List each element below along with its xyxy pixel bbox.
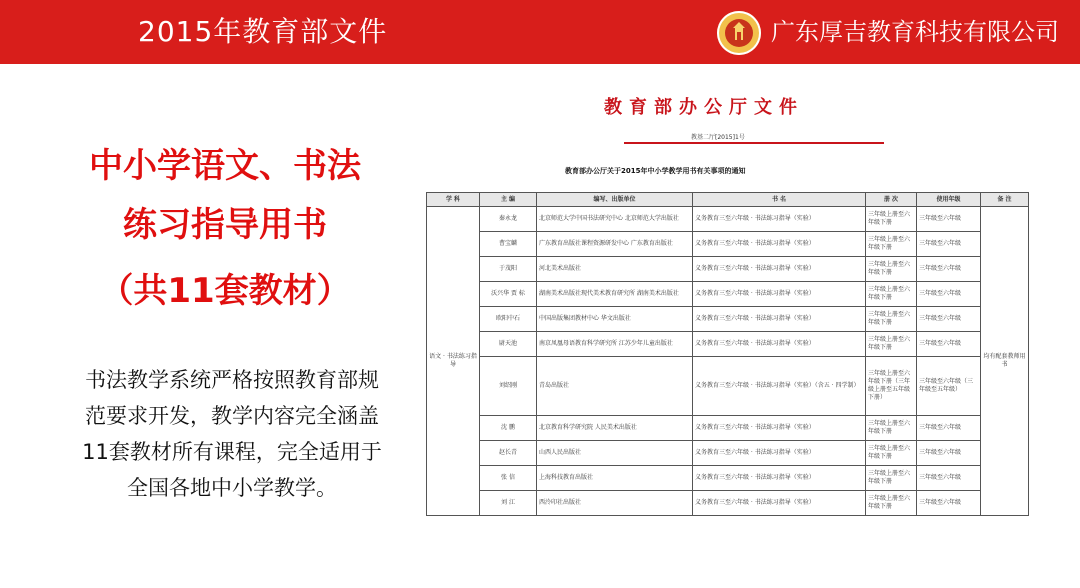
grade-cell: 三年级至六年级 <box>917 416 981 441</box>
table-row <box>427 257 1029 282</box>
editor-cell: 沈 鹏 <box>480 416 537 441</box>
grade-cell: 三年级至六年级 <box>917 232 981 257</box>
grade-cell: 三年级至六年级 <box>917 466 981 491</box>
company-name: 广东厚吉教育科技有限公司 <box>771 18 1059 46</box>
book-cell: 义务教育三至六年级 · 书法练习指导（实验） <box>693 491 866 516</box>
editor-cell: 刘 江 <box>480 491 537 516</box>
grade-cell: 三年级至六年级 <box>917 257 981 282</box>
grade-cell: 三年级至六年级 <box>917 282 981 307</box>
volume-cell: 三年级上册至六年级下册 <box>866 257 917 282</box>
publisher-cell: 广东教育出版社课程资源研发中心 广东教育出版社 <box>537 232 693 257</box>
volume-cell: 三年级上册至六年级下册 <box>866 466 917 491</box>
table-header-cell: 学 科 <box>427 193 480 207</box>
table-header-cell: 备 注 <box>981 193 1029 207</box>
editor-cell: 张 信 <box>480 466 537 491</box>
description-line: 11套教材所有课程，完全适用于 <box>82 440 382 464</box>
editor-cell: 沃兴华 贾 标 <box>480 282 537 307</box>
book-cell: 义务教育三至六年级 · 书法练习指导（实验） <box>693 441 866 466</box>
book-cell: 义务教育三至六年级 · 书法练习指导（实验） <box>693 307 866 332</box>
notice-title: 教育部办公厅关于2015年中小学教学用书有关事项的通知 <box>565 167 746 175</box>
document-title: 教育部办公厅文件 <box>604 97 804 118</box>
grade-cell: 三年级至六年级 <box>917 207 981 232</box>
table-row <box>427 416 1029 441</box>
headline-line-3: （共11套教材） <box>99 271 351 311</box>
description-line: 全国各地中小学教学。 <box>127 476 337 500</box>
editor-cell: 于茂阳 <box>480 257 537 282</box>
editor-cell: 欧阳中石 <box>480 307 537 332</box>
grade-cell: 三年级至六年级（三年级至五年级） <box>917 357 981 416</box>
publisher-cell: 湖南美术出版社现代美术教育研究所 湖南美术出版社 <box>537 282 693 307</box>
table-row <box>427 441 1029 466</box>
book-cell: 义务教育三至六年级 · 书法练习指导（实验） <box>693 332 866 357</box>
volume-cell: 三年级上册至六年级下册 <box>866 416 917 441</box>
table-header-cell: 主 编 <box>480 193 537 207</box>
publisher-cell: 河北美术出版社 <box>537 257 693 282</box>
description-line: 范要求开发，教学内容完全涵盖 <box>85 404 379 428</box>
description-line: 书法教学系统严格按照教育部规 <box>85 368 379 392</box>
grade-cell: 三年级至六年级 <box>917 491 981 516</box>
banner-title: 2015年教育部文件 <box>138 15 388 48</box>
book-cell: 义务教育三至六年级 · 书法练习指导（实验） <box>693 466 866 491</box>
volume-cell: 三年级上册至六年级下册 <box>866 441 917 466</box>
table-row <box>427 491 1029 516</box>
publisher-cell: 中国出版集团教材中心 华文出版社 <box>537 307 693 332</box>
document-number: 教基二厅[2015]1号 <box>691 134 745 141</box>
table-row <box>427 332 1029 357</box>
publisher-cell: 山西人民出版社 <box>537 441 693 466</box>
publisher-cell: 青岛出版社 <box>537 357 693 416</box>
editor-cell: 刘绍刚 <box>480 357 537 416</box>
table-row <box>427 207 1029 232</box>
book-cell: 义务教育三至六年级 · 书法练习指导（实验） <box>693 232 866 257</box>
grade-cell: 三年级至六年级 <box>917 307 981 332</box>
editor-cell: 赵长青 <box>480 441 537 466</box>
building-icon <box>730 20 748 44</box>
table-header-row <box>427 193 1029 207</box>
book-cell: 义务教育三至六年级 · 书法练习指导（实验） <box>693 282 866 307</box>
table-row <box>427 357 1029 416</box>
description <box>52 362 412 506</box>
table-header-cell: 使用年级 <box>917 193 981 207</box>
volume-cell: 三年级上册至六年级下册 <box>866 207 917 232</box>
table-row <box>427 466 1029 491</box>
book-cell: 义务教育三至六年级 · 书法练习指导（实验） <box>693 207 866 232</box>
editor-cell: 秦永龙 <box>480 207 537 232</box>
headline-line-1: 中小学语文、书法 <box>89 146 361 186</box>
headline-line-2: 练习指导用书 <box>123 205 327 245</box>
book-cell: 义务教育三至六年级 · 书法练习指导（实验）（含五 · 四学制） <box>693 357 866 416</box>
publisher-cell: 西泠印社出版社 <box>537 491 693 516</box>
publisher-cell: 南京凤凰母语教育科学研究所 江苏少年儿童出版社 <box>537 332 693 357</box>
remark-cell: 均有配套教师用书 <box>981 207 1029 516</box>
table-row <box>427 232 1029 257</box>
grade-cell: 三年级至六年级 <box>917 332 981 357</box>
volume-cell: 三年级上册至六年级下册 <box>866 232 917 257</box>
table-row <box>427 307 1029 332</box>
table-header-cell: 册 次 <box>866 193 917 207</box>
top-banner <box>0 0 1080 64</box>
subject-cell: 语文 · 书法练习指导 <box>427 207 480 516</box>
book-cell: 义务教育三至六年级 · 书法练习指导（实验） <box>693 416 866 441</box>
volume-cell: 三年级上册至六年级下册 <box>866 282 917 307</box>
editor-cell: 尉天池 <box>480 332 537 357</box>
table-header-cell: 书 名 <box>693 193 866 207</box>
editor-cell: 曹宝麟 <box>480 232 537 257</box>
publisher-cell: 北京教育科学研究院 人民美术出版社 <box>537 416 693 441</box>
volume-cell: 三年级上册至六年级下册 <box>866 307 917 332</box>
book-cell: 义务教育三至六年级 · 书法练习指导（实验） <box>693 257 866 282</box>
grade-cell: 三年级至六年级 <box>917 441 981 466</box>
table-row <box>427 282 1029 307</box>
volume-cell: 三年级上册至六年级下册 <box>866 332 917 357</box>
publisher-cell: 上海科技教育出版社 <box>537 466 693 491</box>
document-red-rule <box>624 142 884 144</box>
volume-cell: 三年级上册至六年级下册 <box>866 491 917 516</box>
volume-cell: 三年级上册至六年级下册（三年级上册至五年级下册） <box>866 357 917 416</box>
ministry-document-image <box>418 84 1040 534</box>
publisher-cell: 北京师范大学中国书法研究中心 北京师范大学出版社 <box>537 207 693 232</box>
table-header-cell: 编写、出版单位 <box>537 193 693 207</box>
company-seal-logo <box>717 11 761 55</box>
textbook-table <box>426 192 1029 516</box>
